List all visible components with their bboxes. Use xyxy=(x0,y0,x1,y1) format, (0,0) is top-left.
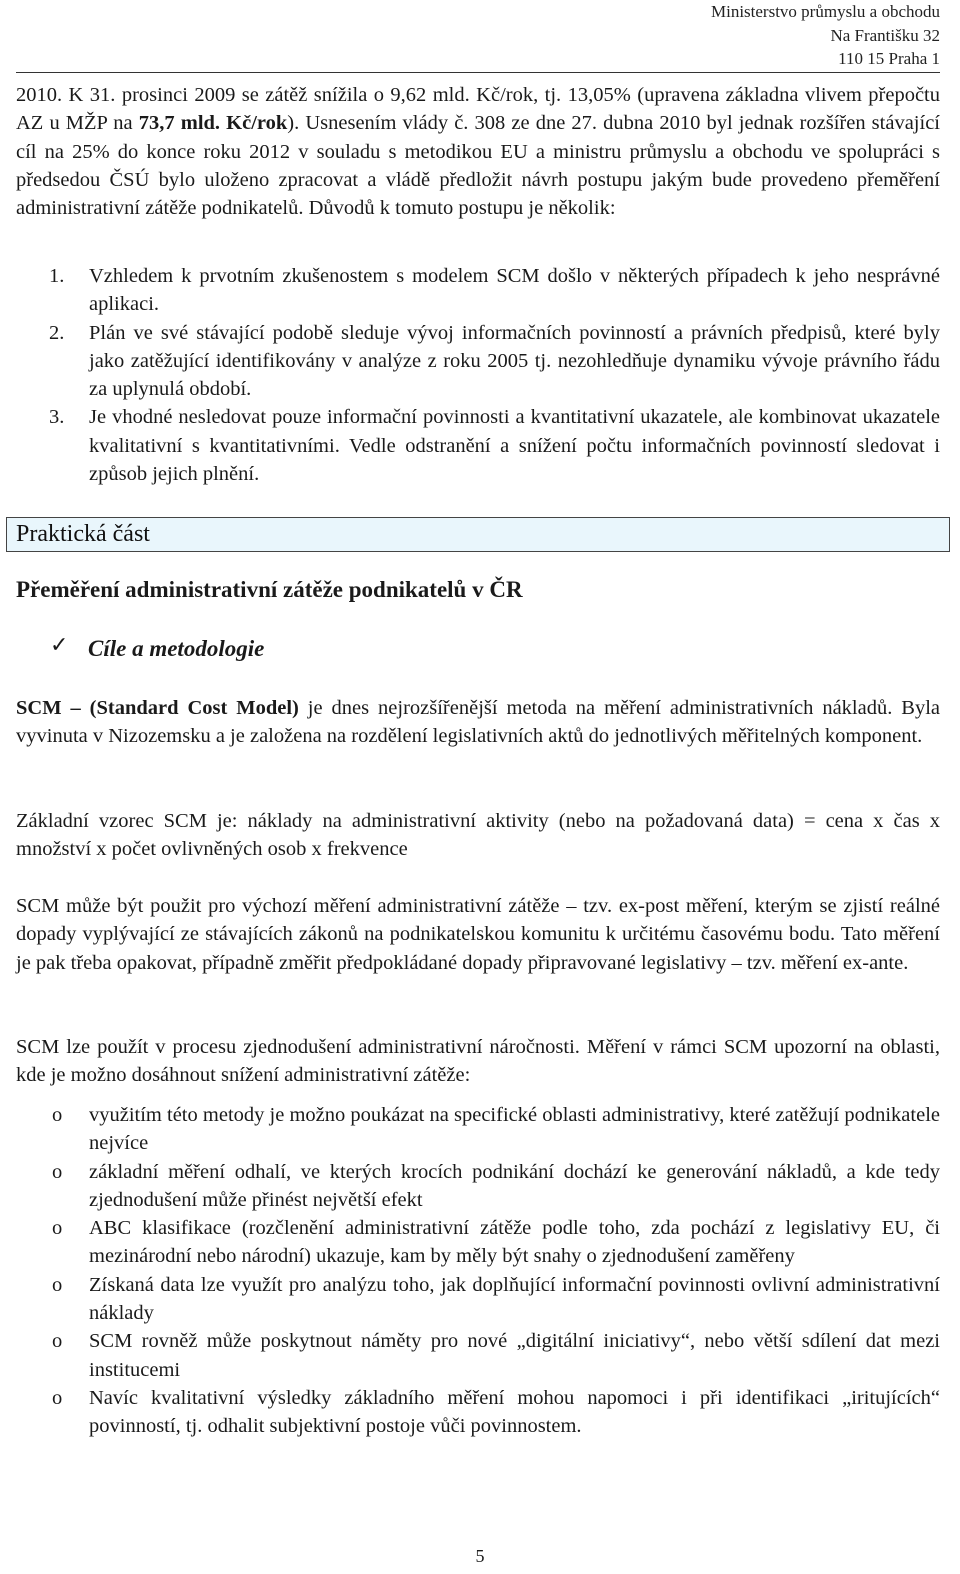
simplification-paragraph: SCM lze použít v procesu zjednodušení administrativní náročnosti. Měření v rámci SCM upozorní na oblasti, kde je možno dosáhnout snížení administrativní zátěže: xyxy=(16,1036,940,1087)
list-item-text: ABC klasifikace (rozčlenění administrativní zátěže podle toho, zda pochází z legislativy EU, či mezinárodní nebo národní) ukazuje, kam by měly být snahy o zjednodušení zaměřeny xyxy=(89,1217,940,1268)
reasons-list xyxy=(16,262,940,488)
list-item-number: 1. xyxy=(49,265,65,287)
bullet-marker: o xyxy=(52,1386,63,1409)
page-number: 5 xyxy=(475,1546,485,1566)
section-banner xyxy=(6,517,950,552)
scm-term: SCM – (Standard Cost Model) xyxy=(16,697,299,719)
list-item-text: SCM rovněž může poskytnout náměty pro nové „digitální iniciativy“, nebo větší sdílení dat mezi institucemi xyxy=(89,1330,940,1381)
intro-bold-amount: 73,7 mld. Kč/rok xyxy=(138,112,288,135)
expost-paragraph: SCM může být použit pro výchozí měření administrativní zátěže – tzv. ex-post měření, kterým se zjistí reálné dopady vyplývající ze stávajících zákonů na podnikatelskou komunitu k určitému časovému bodu. Tato měření je pak třeba opakovat, případně změřit předpokládané dopady připravované legislativy – tzv. měření ex-ante. xyxy=(16,895,940,974)
bullet-marker: o xyxy=(52,1217,63,1240)
page-heading: Přeměření administrativní zátěže podnikatelů v ČR xyxy=(16,577,523,602)
scm-definition-paragraph xyxy=(16,694,940,751)
checkmark-icon: ✓ xyxy=(50,633,69,658)
formula-paragraph: Základní vzorec SCM je: náklady na administrativní aktivity (nebo na požadovaná data) = cena x čas x množství x počet ovlivněných osob x frekvence xyxy=(16,810,940,861)
list-item-text: Plán ve své stávající podobě sleduje vývoj informačních povinností a právních předpisů, které byly jako zatěžující identifikovány v analýze z roku 2005 tj. nezohledňuje dynamiku vývoje právního řádu za uplynulá období. xyxy=(89,321,940,401)
list-item xyxy=(16,1101,940,1158)
intro-text-b: ). Usnesením vlády č. 308 ze dne 27. dubna 2010 byl jednak rozšířen stávající cíl na 25% do konce roku 2012 v souladu s metodikou EU a ministru průmyslu a obchodu ve spolupráci s předsedou ČSÚ bylo uloženo zpracovat a vládě předložit návrh postupu jakým bude provedeno přeměření administrativní zátěže podnikatelů. Důvodů k tomuto postupu je několik: xyxy=(16,112,940,220)
list-item xyxy=(16,1384,940,1441)
intro-text-a: 2010. K 31. prosinci 2009 se zátěž snížila o 9,62 mld. Kč/rok, tj. 13,05% (upravena základna vlivem přepočtu AZ u MŽP na xyxy=(16,84,940,135)
scm-definition-text: je dnes nejrozšířenější metoda na měření administrativních nákladů. Byla vyvinuta v Nizozemsku a je založena na rozdělení legislativních aktů do jednotlivých měřitelných komponent. xyxy=(16,697,940,748)
page-header xyxy=(711,0,940,71)
bullet-marker: o xyxy=(52,1330,63,1353)
intro-paragraph xyxy=(16,81,940,222)
list-item-text: Získaná data lze využít pro analýzu toho, jak doplňující informační povinnosti ovlivní administrativní náklady xyxy=(89,1273,940,1325)
list-item xyxy=(16,1271,940,1328)
list-item-text: využitím této metody je možno poukázat na specifické oblasti administrativy, které zatěžují podnikatele nejvíce xyxy=(89,1104,940,1155)
header-divider xyxy=(16,72,940,73)
list-item xyxy=(16,262,940,319)
list-item-number: 2. xyxy=(49,321,65,344)
bullet-marker: o xyxy=(52,1273,63,1296)
list-item-text: Navíc kvalitativní výsledky základního měření mohou napomoci i při identifikaci „iritujících“ povinností, tj. odhalit subjektivní postoje vůči povinnostem. xyxy=(89,1386,940,1438)
header-city: 110 15 Praha 1 xyxy=(838,49,940,68)
list-item-text: základní měření odhalí, ve kterých krocích podnikání dochází ke generování nákladů, a kde tedy zjednodušení může přinést největší efekt xyxy=(89,1160,940,1211)
header-street: Na Františku 32 xyxy=(830,25,940,45)
benefits-list xyxy=(16,1101,940,1441)
list-item-text: Vzhledem k prvotním zkušenostem s modelem SCM došlo v některých případech k jeho nesprávné aplikaci. xyxy=(89,265,940,316)
bullet-marker: o xyxy=(52,1160,63,1183)
list-item xyxy=(16,403,940,488)
list-item xyxy=(16,1327,940,1384)
list-item xyxy=(16,1214,940,1271)
list-item xyxy=(16,1158,940,1215)
bullet-marker: o xyxy=(52,1104,63,1126)
list-item-number: 3. xyxy=(49,406,65,429)
section-title: Praktická část xyxy=(16,521,150,547)
header-ministry: Ministerstvo průmyslu a obchodu xyxy=(710,2,940,21)
list-item xyxy=(16,319,940,404)
subheading-label: Cíle a metodologie xyxy=(88,636,265,661)
list-item-text: Je vhodné nesledovat pouze informační povinnosti a kvantitativní ukazatele, ale kombinovat ukazatele kvalitativní s kvantitativními. Vedle odstranění a snížení počtu informačních povinností sledovat i způsob jejich plnění. xyxy=(89,406,940,486)
